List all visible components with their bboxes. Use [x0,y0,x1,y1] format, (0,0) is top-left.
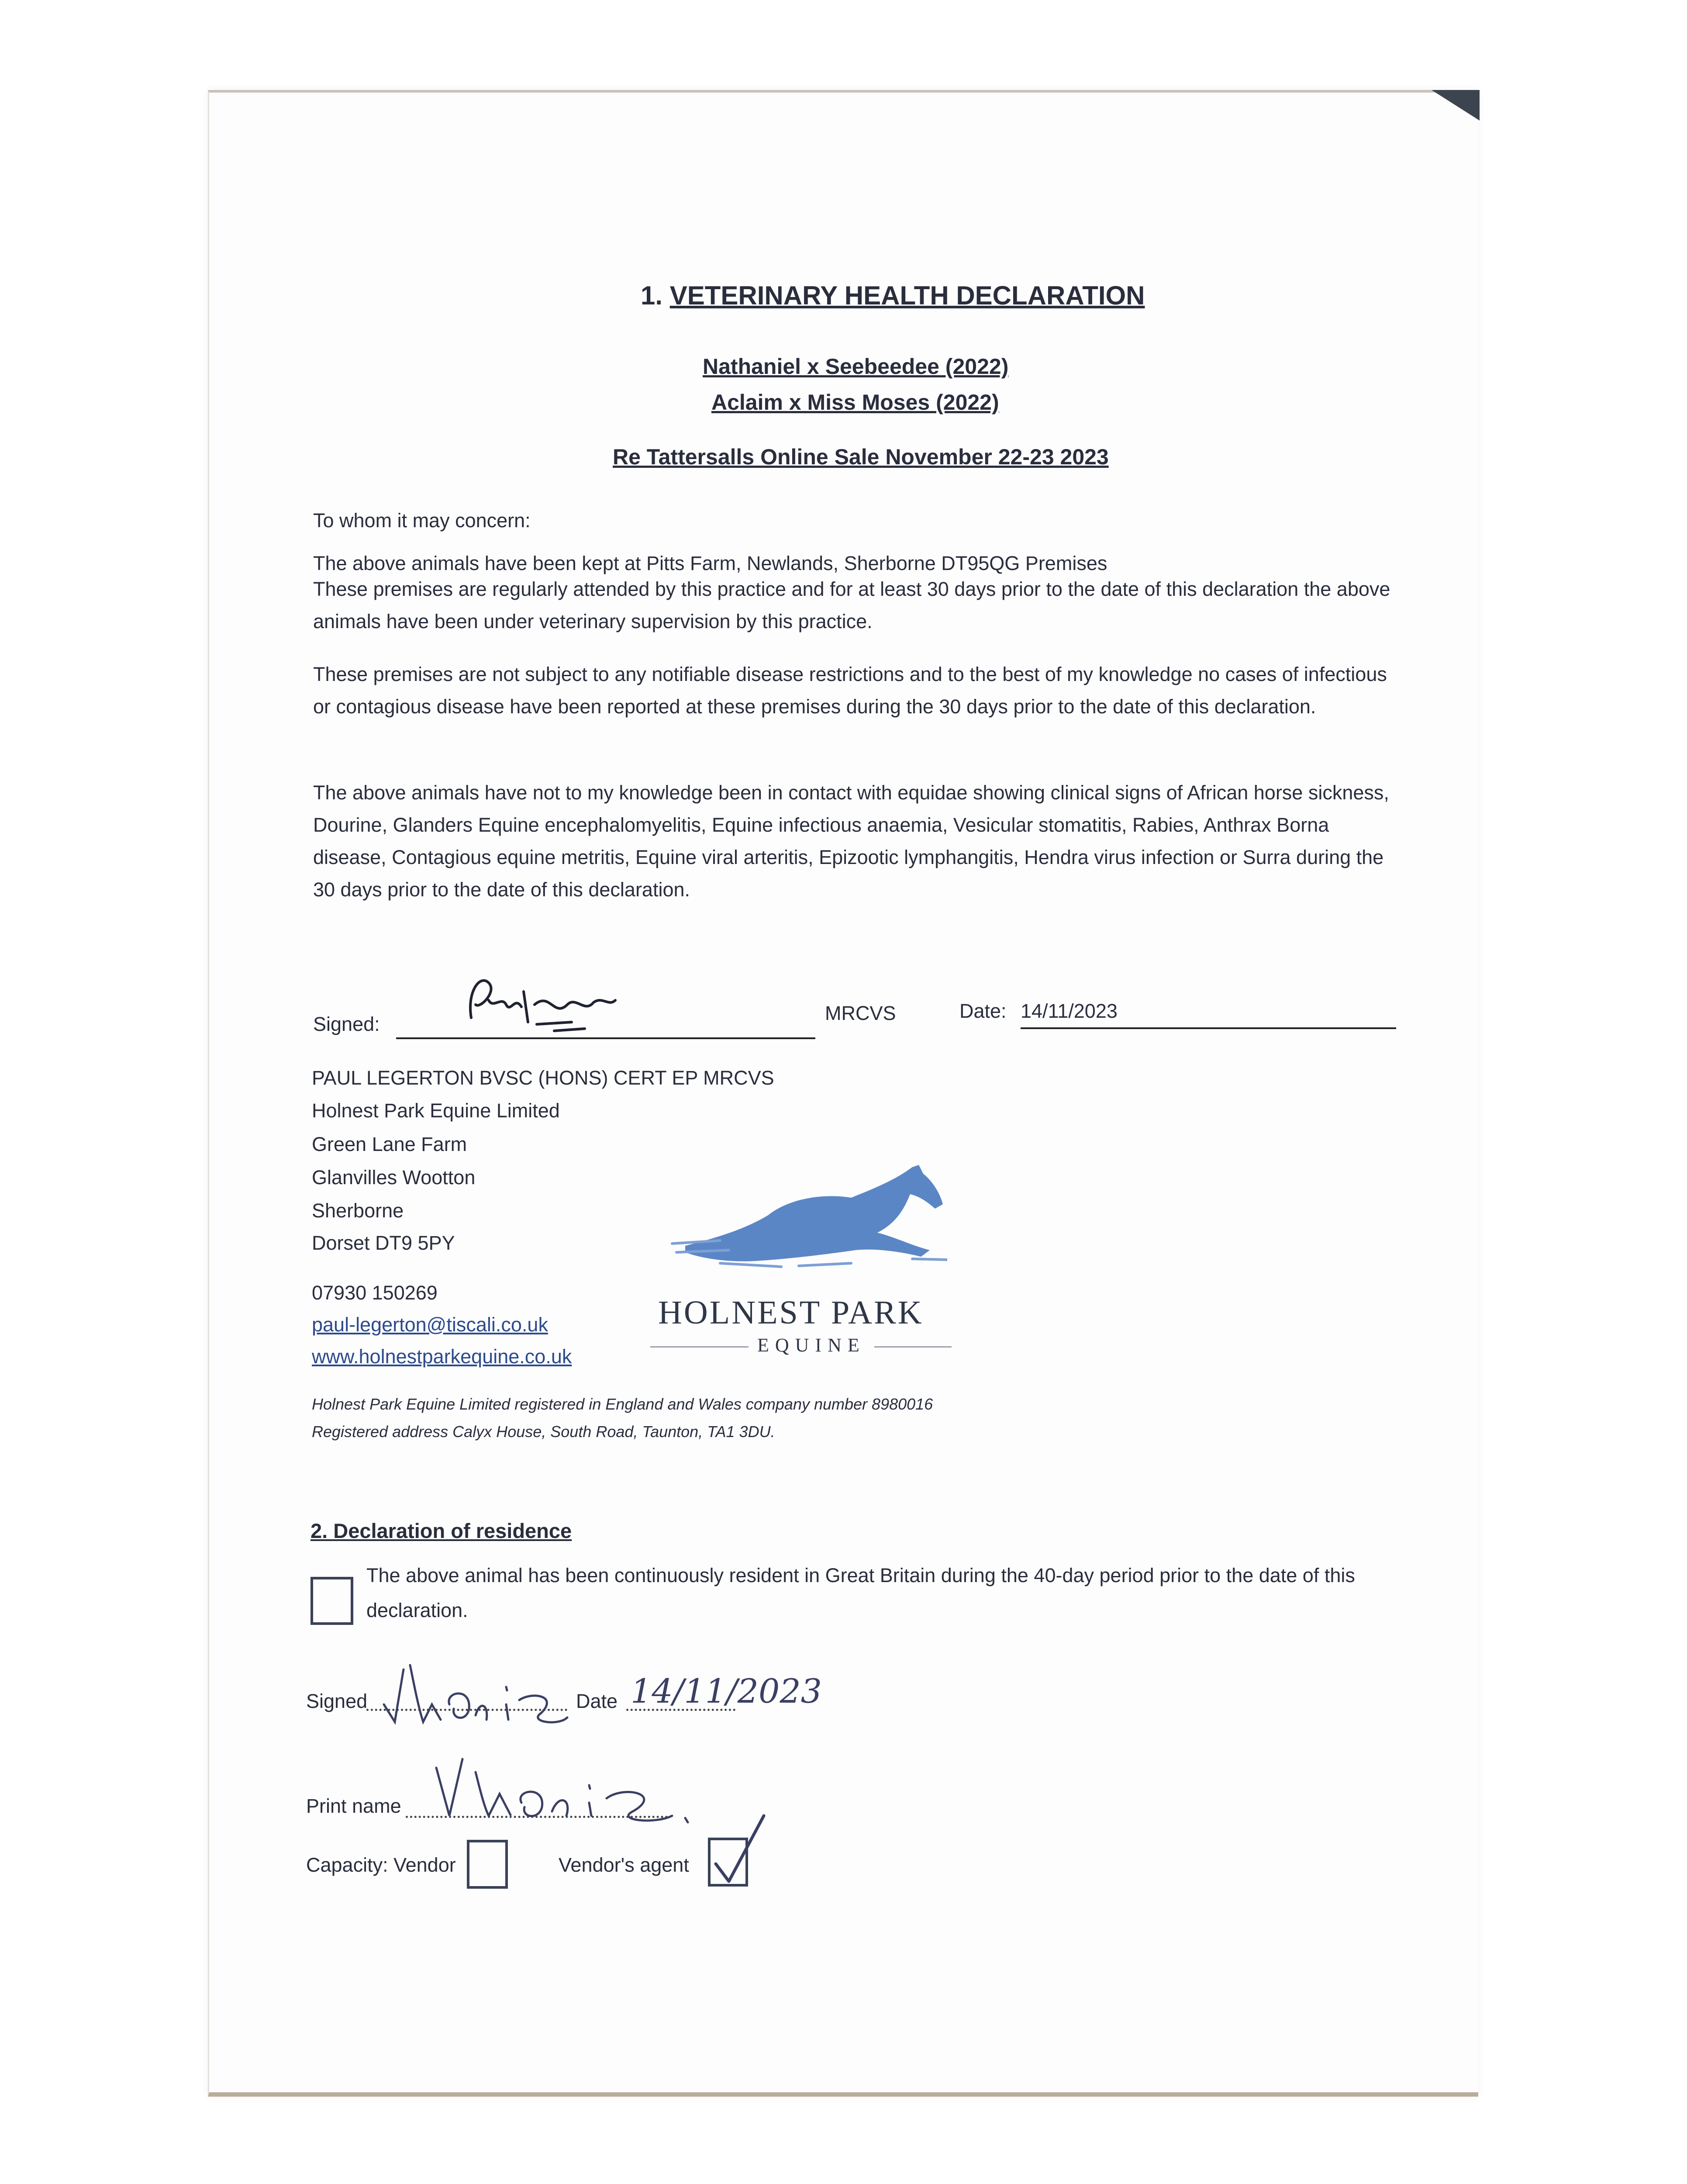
print-name-handwriting [428,1742,698,1825]
vet-phone: 07930 150269 [312,1282,438,1304]
title-number: 1. [641,281,663,310]
checkmark-icon [707,1811,768,1886]
print-name-label: Print name [306,1795,401,1817]
vet-signed-label: Signed: [313,1013,380,1035]
vet-date-label: Date: [959,1000,1007,1022]
vet-date-line [1021,1027,1396,1029]
registered-address: Registered address Calyx House, South Road, Taunton, TA1 3DU. [312,1423,775,1441]
paragraph-diseases: The above animals have not to my knowledge been in contact with equidae showing clinical signs of African horse sickness, Dourine, Glanders Equine encephalomyelitis, Equine infectious anaemia, Vesicular stomatitis, Rabies, Anthrax Borna disease, Contagious equine metritis, Equine viral arteritis, Epizootic lymphangitis, Hendra virus infection or Surra during the 30 days prior to the date of this declaration. [313,781,1389,901]
vet-mrcvs-label: MRCVS [825,1002,896,1024]
vet-date-value: 14/11/2023 [1021,1000,1118,1022]
animal-1: Nathaniel x Seebeedee (2022) [703,354,1009,379]
residence-statement: The above animal has been continuously resident in Great Britain during the 40-day period prior to the date of this declaration. [366,1564,1355,1621]
logo-name: HOLNEST PARK [658,1294,924,1331]
vet-name: PAUL LEGERTON BVSC (HONS) CERT EP MRCVS [312,1067,774,1089]
holnest-park-logo [650,1163,965,1407]
capacity-vendor-label: Capacity: Vendor [306,1854,456,1876]
vet-address-line: Holnest Park Equine Limited [312,1099,560,1122]
logo-subtitle: EQUINE [749,1334,874,1356]
horse-logo-icon [668,1163,947,1276]
page-corner-shadow [1432,90,1480,121]
animal-2: Aclaim x Miss Moses (2022) [711,390,999,415]
vet-email-link[interactable]: paul-legerton@tiscali.co.uk [312,1313,548,1336]
vet-address-line: Sherborne [312,1199,404,1222]
page-title [641,280,1145,311]
paragraph-supervision: These premises are regularly attended by this practice and for at least 30 days prior to the date of this declaration the above animals have been under veterinary supervision by this practice. [313,578,1390,632]
residence-date-label: Date [576,1690,618,1712]
vendor-checkbox[interactable] [467,1840,508,1889]
residence-signature-image [375,1639,576,1731]
vet-signature-image [462,965,620,1040]
title-text: VETERINARY HEALTH DECLARATION [669,281,1145,310]
sale-reference: Re Tattersalls Online Sale November 22-23 2023 [613,445,1109,469]
salutation: To whom it may concern: [313,509,531,532]
handwritten-date: 14/11/2023 [631,1672,822,1711]
company-registration: Holnest Park Equine Limited registered in England and Wales company number 8980016 [312,1395,933,1413]
paragraph-premises: The above animals have been kept at Pitts Farm, Newlands, Sherborne DT95QG Premises [313,552,1107,574]
vet-address-line: Green Lane Farm [312,1133,467,1155]
residence-checkbox[interactable] [310,1577,353,1625]
vet-website-link[interactable]: www.holnestparkequine.co.uk [312,1345,572,1368]
vet-address-line: Glanvilles Wootton [312,1166,476,1189]
residence-heading: 2. Declaration of residence [310,1519,572,1542]
residence-signed-label: Signed [306,1690,368,1712]
paragraph-restrictions: These premises are not subject to any notifiable disease restrictions and to the best of my knowledge no cases of infectious or contagious disease have been reported at these premises during the 30 days prior to the date of this declaration. [313,663,1387,718]
vendor-agent-label: Vendor's agent [559,1854,689,1876]
document-page [208,90,1478,2097]
vet-address-line: Dorset DT9 5PY [312,1232,455,1254]
